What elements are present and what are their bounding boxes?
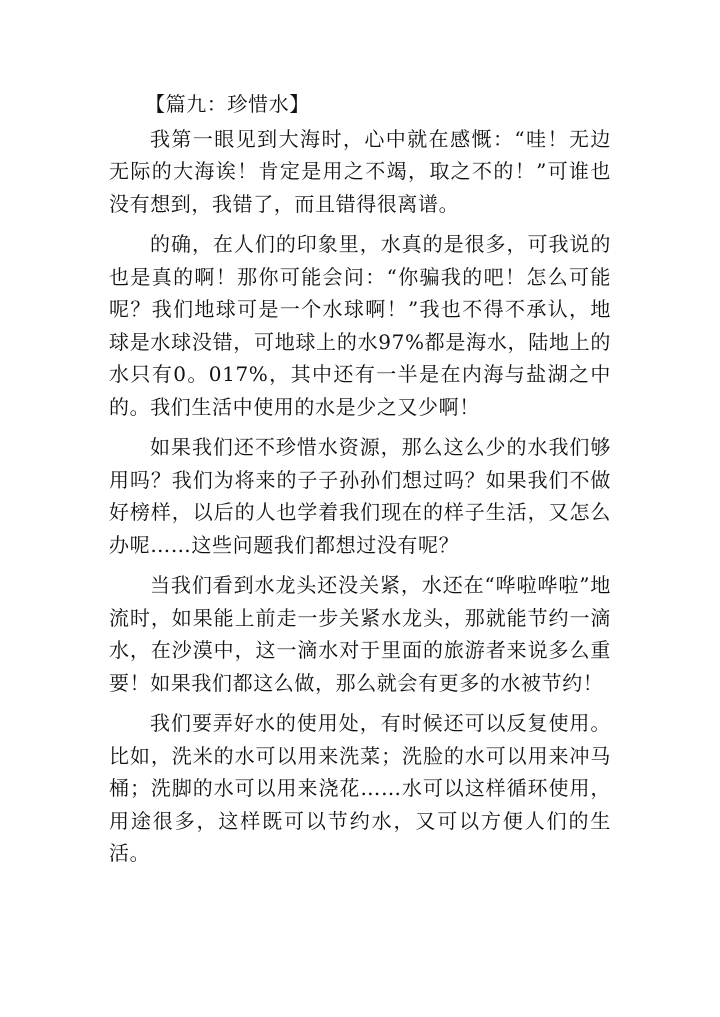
- section-title: 【篇九：珍惜水】: [145, 92, 310, 116]
- paragraph-1: 我第一眼见到大海时，心中就在感慨：“哇！无边无际的大海诶！肯定是用之不竭，取之不的！”可谁也没有想到，我错了，而且错得很离谱。: [109, 126, 611, 216]
- document-body: [109, 88, 611, 878]
- paragraph-2: 的确，在人们的印象里，水真的是很多，可我说的也是真的啊！那你可能会问：“你骗我的吧！怎么可能呢？我们地球可是一个水球啊！”我也不得不承认，地球是水球没错，可地球上的水97%都是海水，陆地上的水只有0。017%，其中还有一半是在内海与盐湖之中的。我们生活中使用的水是少之又少啊！: [109, 232, 611, 419]
- paragraph-4: 当我们看到水龙头还没关紧，水还在“哗啦哗啦”地流时，如果能上前走一步关紧水龙头，那就能节约一滴水，在沙漠中，这一滴水对于里面的旅游者来说多么重要！如果我们都这么做，那么就会有更多的水被节约！: [109, 573, 611, 695]
- paragraph-5: 我们要弄好水的使用处，有时候还可以反复使用。比如，洗米的水可以用来洗菜；洗脸的水可以用来冲马桶；洗脚的水可以用来浇花……水可以这样循环使用，用途很多，这样既可以节约水，又可以方便人们的生活。: [109, 711, 611, 865]
- paragraph-3: 如果我们还不珍惜水资源，那么这么少的水我们够用吗？我们为将来的子子孙孙们想过吗？如果我们不做好榜样，以后的人也学着我们现在的样子生活，又怎么办呢……这些问题我们都想过没有呢？: [109, 435, 611, 557]
